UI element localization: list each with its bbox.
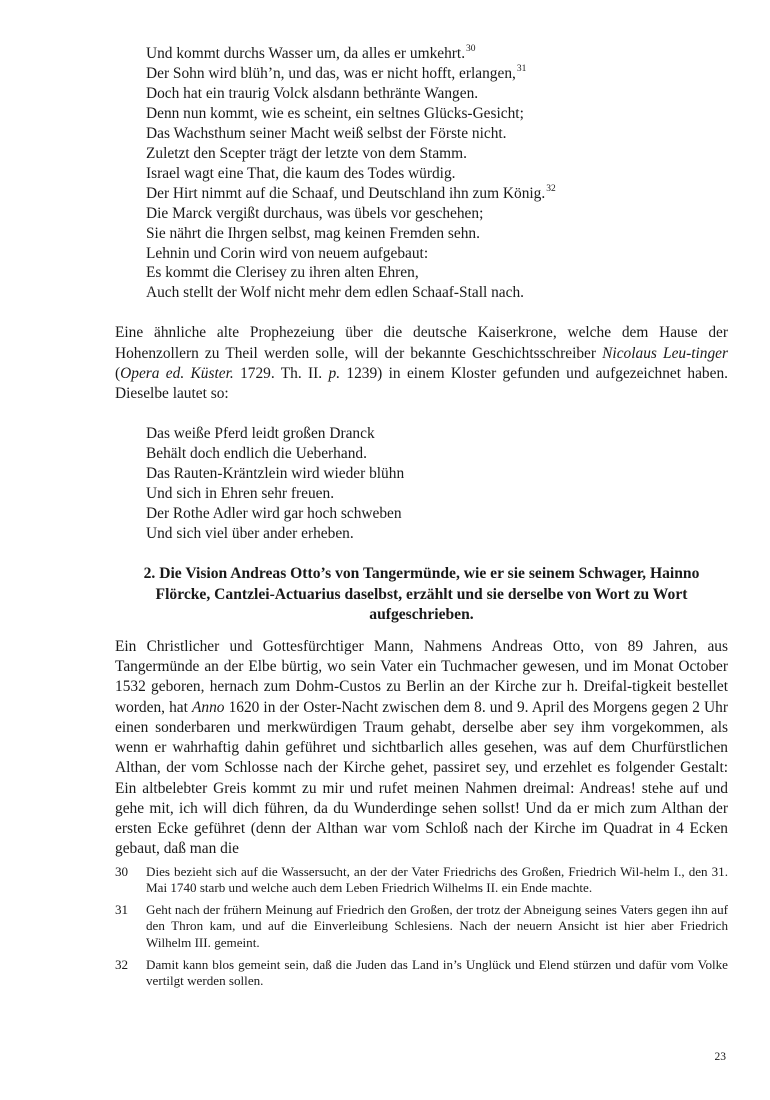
footnote-ref[interactable]: 30 [466, 44, 476, 54]
paragraph-prophecy: Eine ähnliche alte Prophezeiung über die deutsche Kaiserkrone, welche dem Hause der Hohenzollern zu Theil werden solle, will der bekannte Geschichtsschreiber Nicolaus Leu-tinger (Opera ed. Küster. 1729. Th. II. p. 1239) in einem Kloster gefunden und aufgezeichnet haben. Dieselbe lautet so: [115, 324, 729, 403]
verse-line: Der Hirt nimmt auf die Schaaf, und Deutschland ihn zum König.$^{32}$ [146, 183, 556, 202]
footnote-ref[interactable]: 31 [516, 63, 527, 74]
footnote-text: Dies bezieht sich auf die Wassersucht, an der der Vater Friedrichs des Großen, Friedrich Wil-helm I., den 31. Mai 1740 starb und welche auch dem Leben Friedrich Wilhelms II. ein Ende machte. [146, 863, 728, 896]
verse-line: Der Sohn wird blüh’n, und das, was er nicht hofft, erlangen,$^{31}$ [146, 63, 527, 82]
verse-line: Die Marck vergißt durchaus, was übels vor geschehen; [146, 204, 484, 222]
verse-line: Auch stellt der Wolf nicht mehr dem edlen Schaaf-Stall nach. [146, 284, 524, 302]
verse-block-2 [146, 424, 728, 544]
paragraph-vision: Ein Christlicher und Gottesfürchtiger Mann, Nahmens Andreas Otto, von 89 Jahren, aus Tangermünde an der Elbe bürtig, wo sein Vater ein Tuchmacher gewesen, und im Monat October 1532 geboren, hernach zum Dohm-Custos zu Berlin an der Kirche zur h. Dreifal-tigkeit bestellet worden, hat Anno 1620 in der Oster-Nacht zwischen dem 8. und 9. April des Morgens gegen 2 Uhr einen sonderbaren und merkwürdigen Traum gehabt, derselbe aber sey ihm vorgekommen, als wenn er wahrhaftig dahin geführet und sichtbarlich alles gesehen, was auf dem Churfürstlichen Althan, der vom Schlosse nach der Kirche gehet, passiret sey, und erzehlet es folgender Gestalt: Ein altbelebter Greis kommt zu mir und rufet meinen Nahmen dreimal: Andreas! stehe auf und gehe mit, ich will dich führen, da du Wunderdinge sehen sollst! Und da er mich zum Althan der ersten Ecke geführet (denn der Althan war vom Schloß nach der Kirche im Quadrat in 4 Ecken gebaut, daß man die [115, 637, 728, 858]
footnote-ref[interactable]: 32 [546, 183, 556, 194]
verse-line: Israel wagt eine That, die kaum des Todes würdig. [146, 164, 456, 182]
footnote-number: 32 [115, 956, 129, 972]
verse-line: Das Rauten-Kräntzlein wird wieder blühn [146, 465, 405, 483]
verse-line: Zuletzt den Scepter trägt der letzte von dem Stamm. [146, 144, 467, 162]
verse-line: Denn nun kommt, wie es scheint, ein seltnes Glücks-Gesicht; [146, 104, 524, 122]
verse-line: Es kommt die Clerisey zu ihren alten Ehren, [146, 264, 419, 282]
verse-block-1 [146, 44, 728, 303]
footnote [115, 902, 728, 952]
footnote-text: Geht nach der frühern Meinung auf Friedrich den Großen, der trotz der Abneigung seines Vaters gegen ihn auf den Thron kam, und auf die Einverleibung Schlesiens. Nach der neuern Ansicht ist hier aber Friedrich Wilhelm III. gemeint. [146, 901, 728, 951]
verse-line: Und kommt durchs Wasser um, da alles er umkehrt.$^{30}$ [146, 44, 476, 62]
footnote [115, 957, 728, 990]
page-body [115, 44, 728, 995]
verse-line: Das Wachsthum seiner Macht weiß selbst der Förste nicht. [146, 124, 507, 142]
verse-line: Und sich viel über ander erheben. [146, 525, 354, 543]
section-heading: 2. Die Vision Andreas Otto’s von Tangermünde, wie er sie seinem Schwager, Hainno Flörcke, Cantzlei-Actuarius daselbst, erzählt und sie derselbe von Wort zu Wort aufgeschrieben. [143, 565, 700, 624]
footnote-number: 30 [115, 863, 129, 879]
verse-line: Der Rothe Adler wird gar hoch schweben [146, 505, 402, 523]
verse-line: Lehnin und Corin wird von neuem aufgebaut: [146, 244, 429, 262]
verse-line: Doch hat ein traurig Volck alsdann bethränte Wangen. [146, 84, 479, 102]
footnote-number: 31 [115, 901, 129, 917]
verse-line: Und sich in Ehren sehr freuen. [146, 485, 335, 503]
footnote [115, 864, 728, 897]
verse-line: Behält doch endlich die Ueberhand. [146, 445, 367, 463]
footnotes [115, 864, 728, 990]
footnote-text: Damit kann blos gemeint sein, daß die Juden das Land in’s Unglück und Elend stürzen und dafür vom Volke vertilgt werden sollen. [146, 956, 728, 989]
verse-line: Sie nährt die Ihrgen selbst, mag keinen Fremden sehn. [146, 224, 480, 242]
verse-line: Das weiße Pferd leidt großen Dranck [146, 425, 375, 443]
page-number: 23 [714, 1051, 726, 1063]
